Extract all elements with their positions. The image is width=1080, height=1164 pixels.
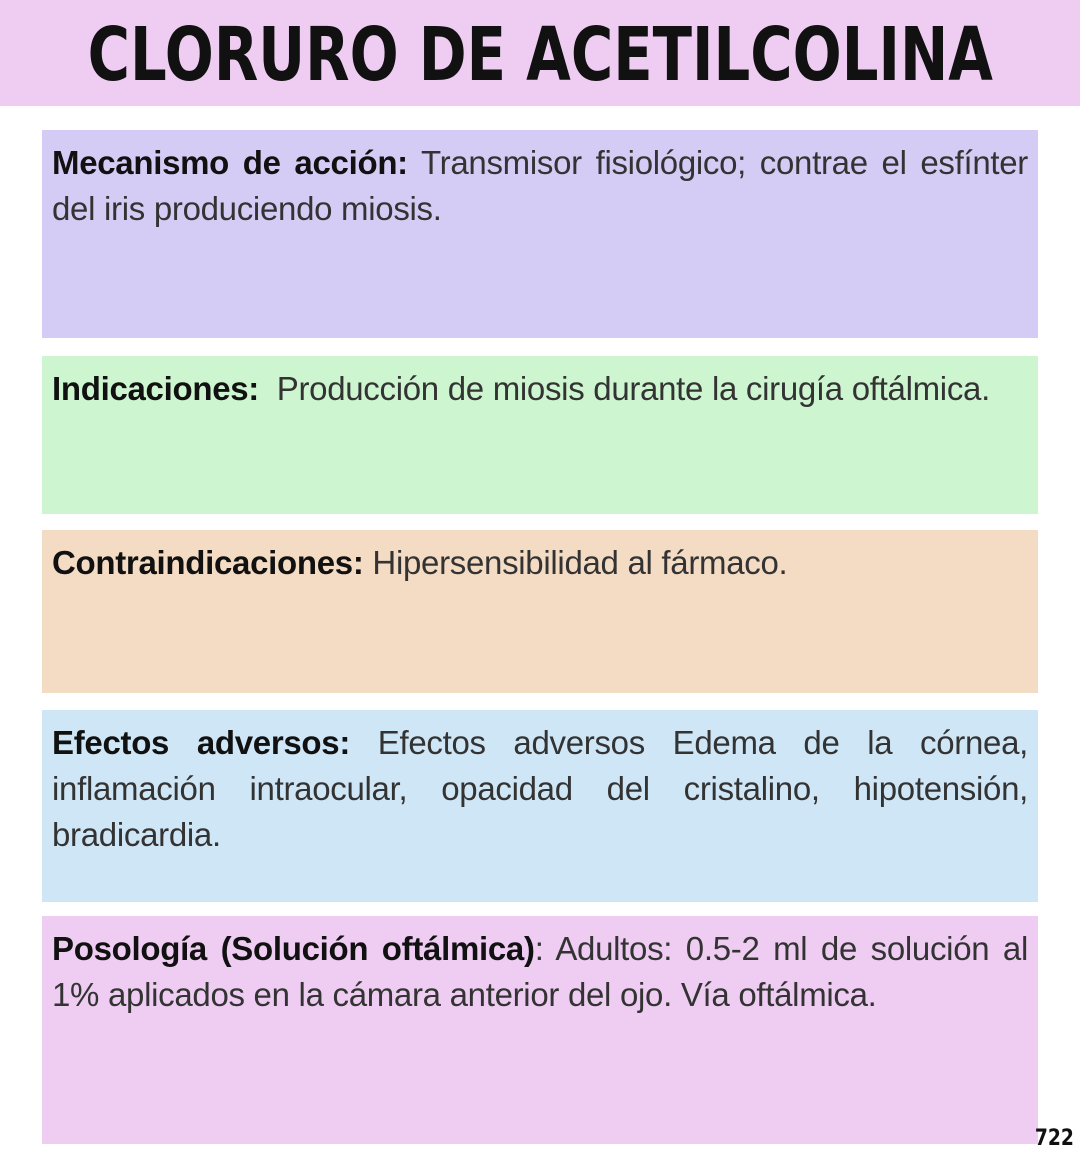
section-indicaciones-paragraph xyxy=(52,366,1028,412)
section-mecanismo-text: Transmisor fisiológico; contrae el esfínter del iris produciendo miosis. xyxy=(52,144,1028,227)
section-contraindicaciones-label: Contraindicaciones: xyxy=(52,544,364,581)
section-posologia xyxy=(42,916,1038,1144)
section-contraindicaciones-paragraph xyxy=(52,540,1028,586)
section-efectos-paragraph xyxy=(52,720,1028,858)
section-indicaciones-label: Indicaciones: xyxy=(52,370,259,407)
section-contraindicaciones xyxy=(42,530,1038,693)
section-efectos-label: Efectos adversos: xyxy=(52,724,351,761)
section-efectos-adversos xyxy=(42,710,1038,902)
section-posologia-label: Posología (Solución oftálmica) xyxy=(52,930,535,967)
section-posologia-text: : Adultos: 0.5-2 ml de solución al 1% aplicados en la cámara anterior del ojo. Vía oftálmica. xyxy=(52,930,1028,1013)
title-banner xyxy=(0,0,1080,106)
section-posologia-paragraph xyxy=(52,926,1028,1018)
section-indicaciones xyxy=(42,356,1038,514)
page-title: CLORURO DE ACETILCOLINA xyxy=(87,12,993,98)
section-mecanismo-de-accion xyxy=(42,130,1038,338)
section-efectos-text: Efectos adversos Edema de la córnea, inflamación intraocular, opacidad del cristalino, hipotensión, bradicardia. xyxy=(52,724,1028,853)
section-mecanismo-paragraph xyxy=(52,140,1028,232)
section-contraindicaciones-text: Hipersensibilidad al fármaco. xyxy=(372,544,788,581)
section-indicaciones-text: Producción de miosis durante la cirugía oftálmica. xyxy=(276,370,990,407)
page-number: 722 xyxy=(1034,1126,1074,1151)
section-mecanismo-label: Mecanismo de acción: xyxy=(52,144,408,181)
